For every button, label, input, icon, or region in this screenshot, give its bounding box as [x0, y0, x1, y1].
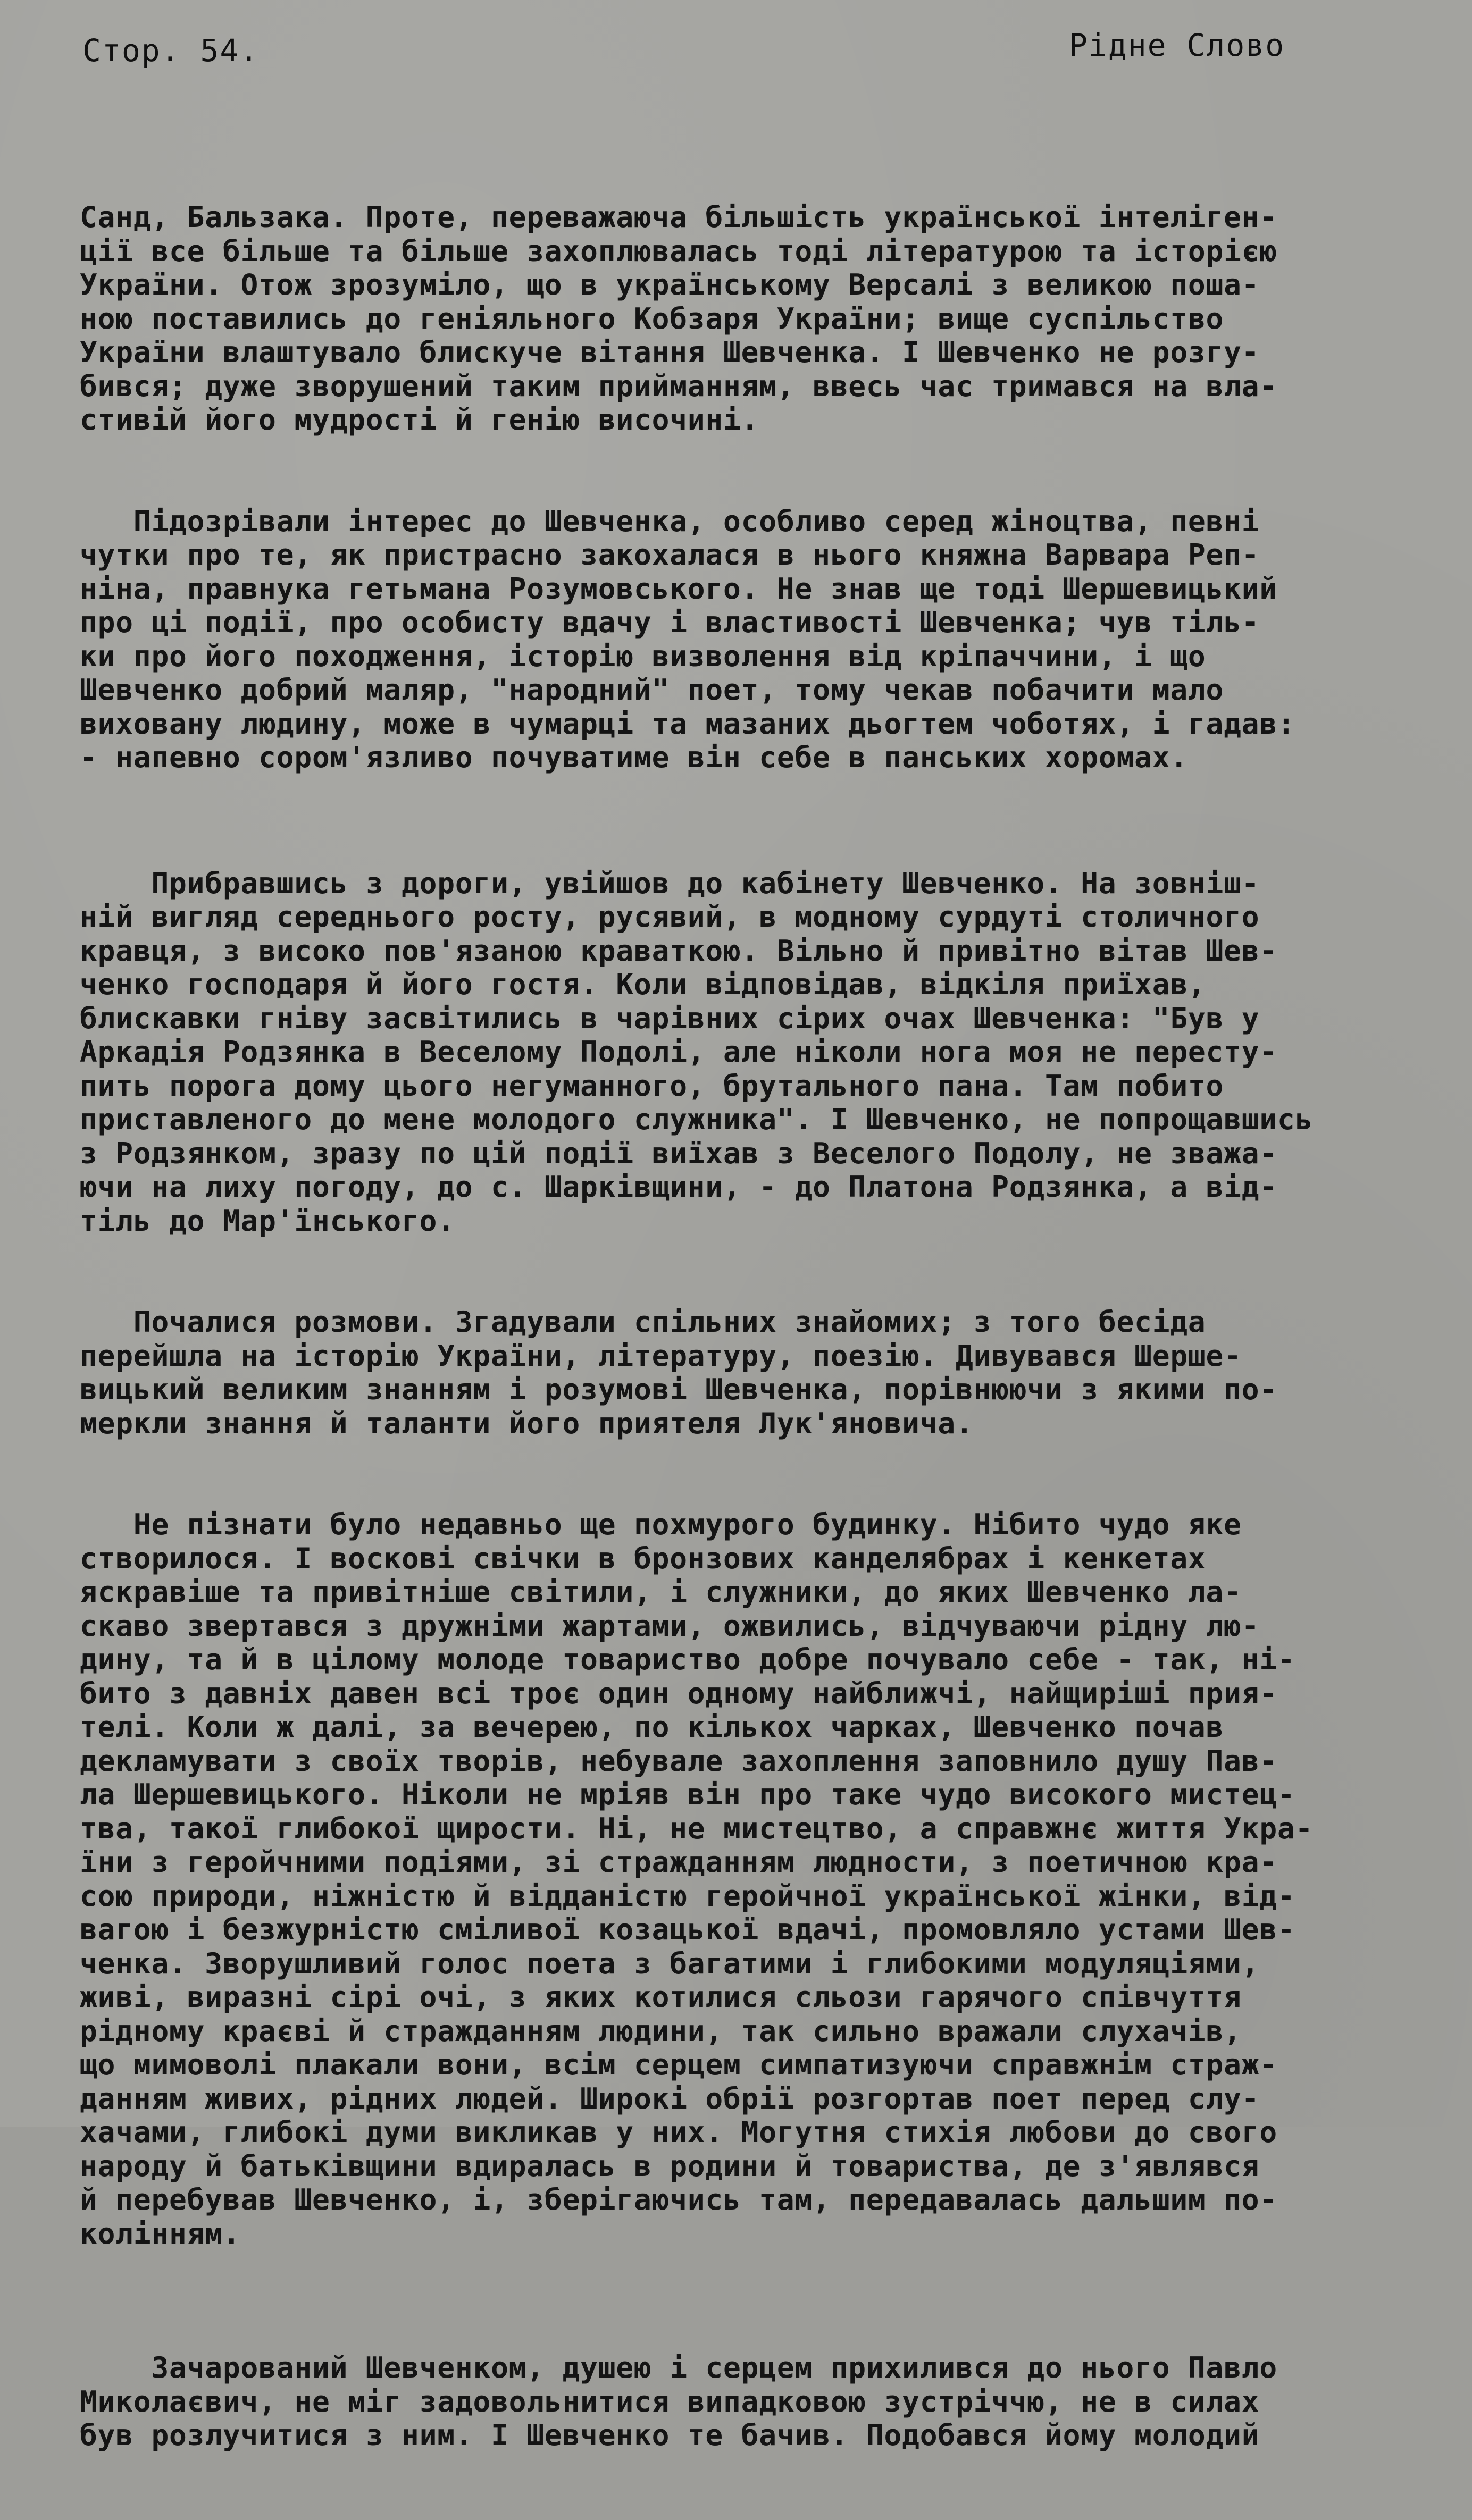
paragraph-4: Почалися розмови. Згадували спільних знайомих; з того бесіда перейшла на історію України, літературу, поезію. Дивувався Шерше- вицький великим знанням і розумові Шевченка, порівнюючи з якими по- меркли знання й таланти його приятеля Лук'яновича.	[80, 1305, 1277, 1440]
paragraph-3: Прибравшись з дороги, увійшов до кабінету Шевченко. На зовніш- ній вигляд середнього росту, русявий, в модному сурдуті столичного кравця, з високо пов'язаною краваткою. Вільно й привітно вітав Шев- ченко господаря й його гостя. Коли відповідав, відкіля приїхав, блискавки гніву засвітились в чарівних сірих очах Шевченка: "Був у Аркадія Родзянка в Веселому Подолі, але ніколи нога моя не пересту- пить порога дому цього негуманного, брутального пана. Там побито приставленого до мене молодого служника". І Шевченко, не попрощавшись з Родзянком, зразу по цій події виїхав з Веселого Подолу, не зважа- ючи на лиху погоду, до с. Шарківщини, - до Платона Родзянка, а від- тіль до Мар'їнського.	[80, 866, 1314, 1238]
page-number: Стор. 54.	[82, 32, 260, 69]
paragraph-2: Підозрівали інтерес до Шевченка, особливо серед жіноцтва, певні чутки про те, як пристрасно закохалася в нього княжна Варвара Реп- ніна, правнука гетьмана Розумовського. Не знав ще тоді Шершевицький про ці події, про особисту вдачу і властивості Шевченка; чув тіль- ки про його походження, історію визволення від кріпаччини, і що Шевченко добрий маляр, "народний" поет, тому чекав побачити мало виховану людину, може в чумарці та мазаних дьогтем чоботях, і гадав: - напевно сором'язливо почуватиме він себе в панських хоромах.	[80, 503, 1295, 774]
publication-title: Рідне Слово	[1069, 27, 1285, 63]
paragraph-5: Не пізнати було недавньо ще похмурого будинку. Нібито чудо яке створилося. І воскові свічки в бронзових канделябрах і кенкетах яскравіше та привітніше світили, і служники, до яких Шевченко ла- скаво звертався з дружніми жартами, ожвились, відчуваючи рідну лю- дину, та й в цілому молоде товариство добре почувало себе - так, ні- бито з давніх давен всі троє один одному найближчі, найщиріші прия- телі. Коли ж далі, за вечерею, по кількох чарках, Шевченко почав декламувати з своїх творів, небувале захоплення заповнило душу Пав- ла Шершевицького. Ніколи не мріяв він про таке чудо високого мистец- тва, такої глибокої щирости. Ні, не мистецтво, а справжнє життя Укра- їни з геройчними подіями, зі стражданням людности, з поетичною кра- сою природи, ніжністю й відданістю геройчної української жінки, від- вагою і безжурністю сміливої козацької вдачі, промовляло устами Шев- ченка. Зворушливий голос поета з багатими і глибокими модуляціями, живі, виразні сірі очі, з яких котилися сльози гарячого співчуття рідному краєві й стражданням людини, так сильно вражали слухачів, що мимоволі плакали вони, всім серцем симпатизуючи справжнім страж- данням живих, рідних людей. Широкі обрії розгортав поет перед слу- хачами, глибокі думи викликав у них. Могутня стихія любови до свого народу й батьківщини вдиралась в родини й товариства, де з'являвся й перебував Шевченко, і, зберігаючись там, передавалась дальшим по- колінням.	[80, 1507, 1314, 2250]
paragraph-6: Зачарований Шевченком, душею і серцем прихилився до нього Павло Миколаєвич, не міг задовольнитися випадковою зустріччю, не в силах був розлучитися з ним. І Шевченко те бачив. Подобався йому молодий	[80, 2350, 1277, 2452]
article-body	[80, 133, 1441, 2520]
paragraph-1: Санд, Бальзака. Проте, переважаюча більшість української інтеліген- ції все більше та більше захоплювалась тоді літературою та історією України. Отож зрозуміло, що в українському Версалі з великою поша- ною поставились до геніяльного Кобзаря України; вище суспільство України влаштувало блискуче вітання Шевченка. І Шевченко не розгу- бився; дуже зворушений таким прийманням, ввесь час тримався на вла- стивій його мудрості й генію височині.	[80, 200, 1277, 436]
